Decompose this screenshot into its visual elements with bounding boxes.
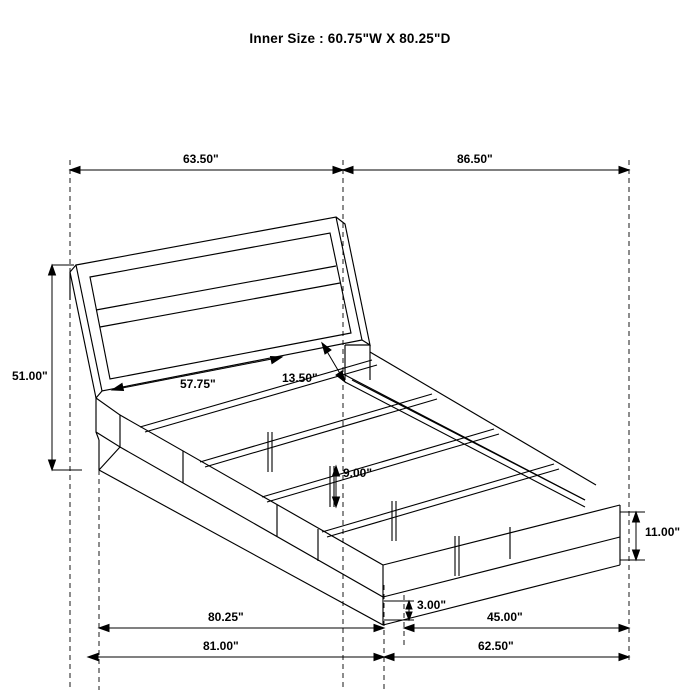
dim-label-left-height: 51.00"	[12, 369, 48, 383]
dim-label-bottom-left-inner: 80.25"	[208, 610, 244, 624]
bottom-dimension-row-2	[88, 654, 629, 661]
right-height-dimension	[620, 512, 645, 560]
dim-label-bottom-left-outer: 81.00"	[203, 639, 239, 653]
bottom-dimension-row-1	[99, 625, 629, 632]
base-height-dimension	[384, 601, 414, 620]
headboard	[70, 217, 370, 398]
dim-label-top-right: 86.50"	[457, 152, 493, 166]
left-height-dimension	[49, 265, 83, 470]
headboard-to-rail-dimension	[322, 343, 345, 382]
dim-label-headboard-width: 57.75"	[180, 377, 216, 391]
bed-frame	[96, 345, 620, 625]
dim-label-top-left: 63.50"	[183, 152, 219, 166]
dim-label-right-height: 11.00"	[645, 525, 681, 539]
dim-label-bottom-right-inner: 45.00"	[487, 610, 523, 624]
dim-label-base-height: 3.00"	[417, 598, 447, 612]
dim-label-leg-height: 9.00"	[343, 466, 373, 480]
top-dimension-lines	[70, 167, 629, 174]
dim-label-bottom-right-outer: 62.50"	[478, 639, 514, 653]
page-title: Inner Size : 60.75"W X 80.25"D	[249, 31, 451, 46]
dim-label-headboard-to-rail: 13.50"	[282, 371, 318, 385]
